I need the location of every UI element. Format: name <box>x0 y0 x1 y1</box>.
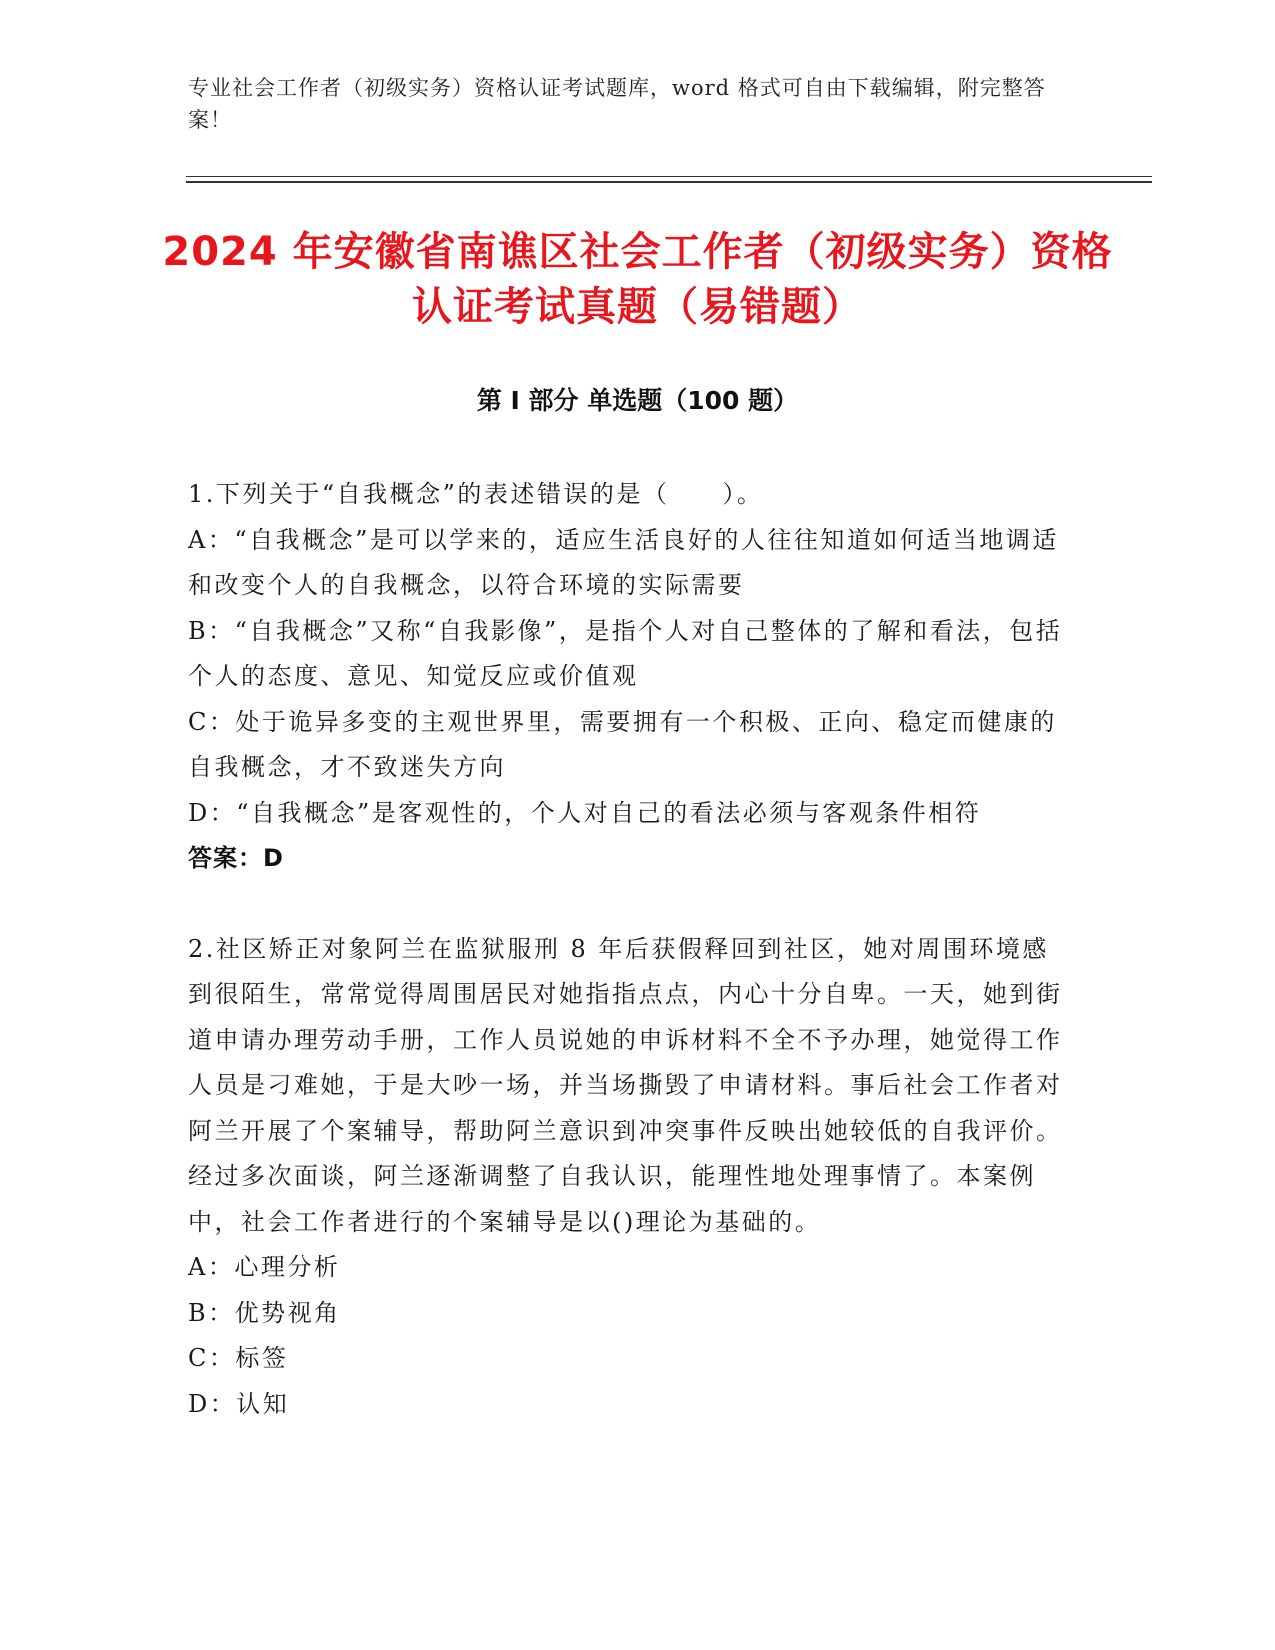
document-title: 2024 年安徽省南谯区社会工作者（初级实务）资格认证考试真题（易错题） <box>162 229 1113 330</box>
option-d: D：认知 <box>188 1389 290 1418</box>
answer-label: 答案：D <box>188 844 284 872</box>
option-a: A：心理分析 <box>188 1253 341 1281</box>
question-2 <box>188 927 1068 1428</box>
option-b: B：优势视角 <box>188 1298 341 1327</box>
section-heading: 第 I 部分 单选题（100 题） <box>476 386 799 415</box>
question-list <box>188 472 1068 1427</box>
question-stem: 2.社区矫正对象阿兰在监狱服刑 8 年后获假释回到社区，她对周围环境感到很陌生，常常觉得周围居民对她指指点点，内心十分自卑。一天，她到街道申请办理劳动手册，工作人员说她的申诉材料不全不予办理，她觉得工作人员是刁难她，于是大吵一场，并当场撕毁了申请材料。事后社会工作者对阿兰开展了个案辅导，帮助阿兰意识到冲突事件反映出她较低的自我评价。经过多次面谈，阿兰逐渐调整了自我认识，能理性地处理事情了。本案例中，社会工作者进行的个案辅导是以()理论为基础的。 <box>188 934 1063 1236</box>
option-d: D：“自我概念”是客观性的，个人对自己的看法必须与客观条件相符 <box>188 798 982 827</box>
header-divider-thick <box>186 181 1152 183</box>
header-divider-thin <box>186 176 1152 177</box>
option-c: C：标签 <box>188 1344 289 1372</box>
question-stem: 1.下列关于“自我概念”的表述错误的是（ ）。 <box>188 480 764 508</box>
option-b: B：“自我概念”又称“自我影像”，是指个人对自己整体的了解和看法，包括个人的态度、意见、知觉反应或价值观 <box>188 616 1063 690</box>
option-a: A：“自我概念”是可以学来的，适应生活良好的人往往知道如何适当地调适和改变个人的自我概念，以符合环境的实际需要 <box>188 525 1059 599</box>
question-1 <box>188 472 1068 882</box>
option-c: C：处于诡异多变的主观世界里，需要拥有一个积极、正向、稳定而健康的自我概念，才不致迷失方向 <box>188 707 1057 781</box>
header-note: 专业社会工作者（初级实务）资格认证考试题库，word 格式可自由下载编辑，附完整答案！ <box>188 76 1046 132</box>
